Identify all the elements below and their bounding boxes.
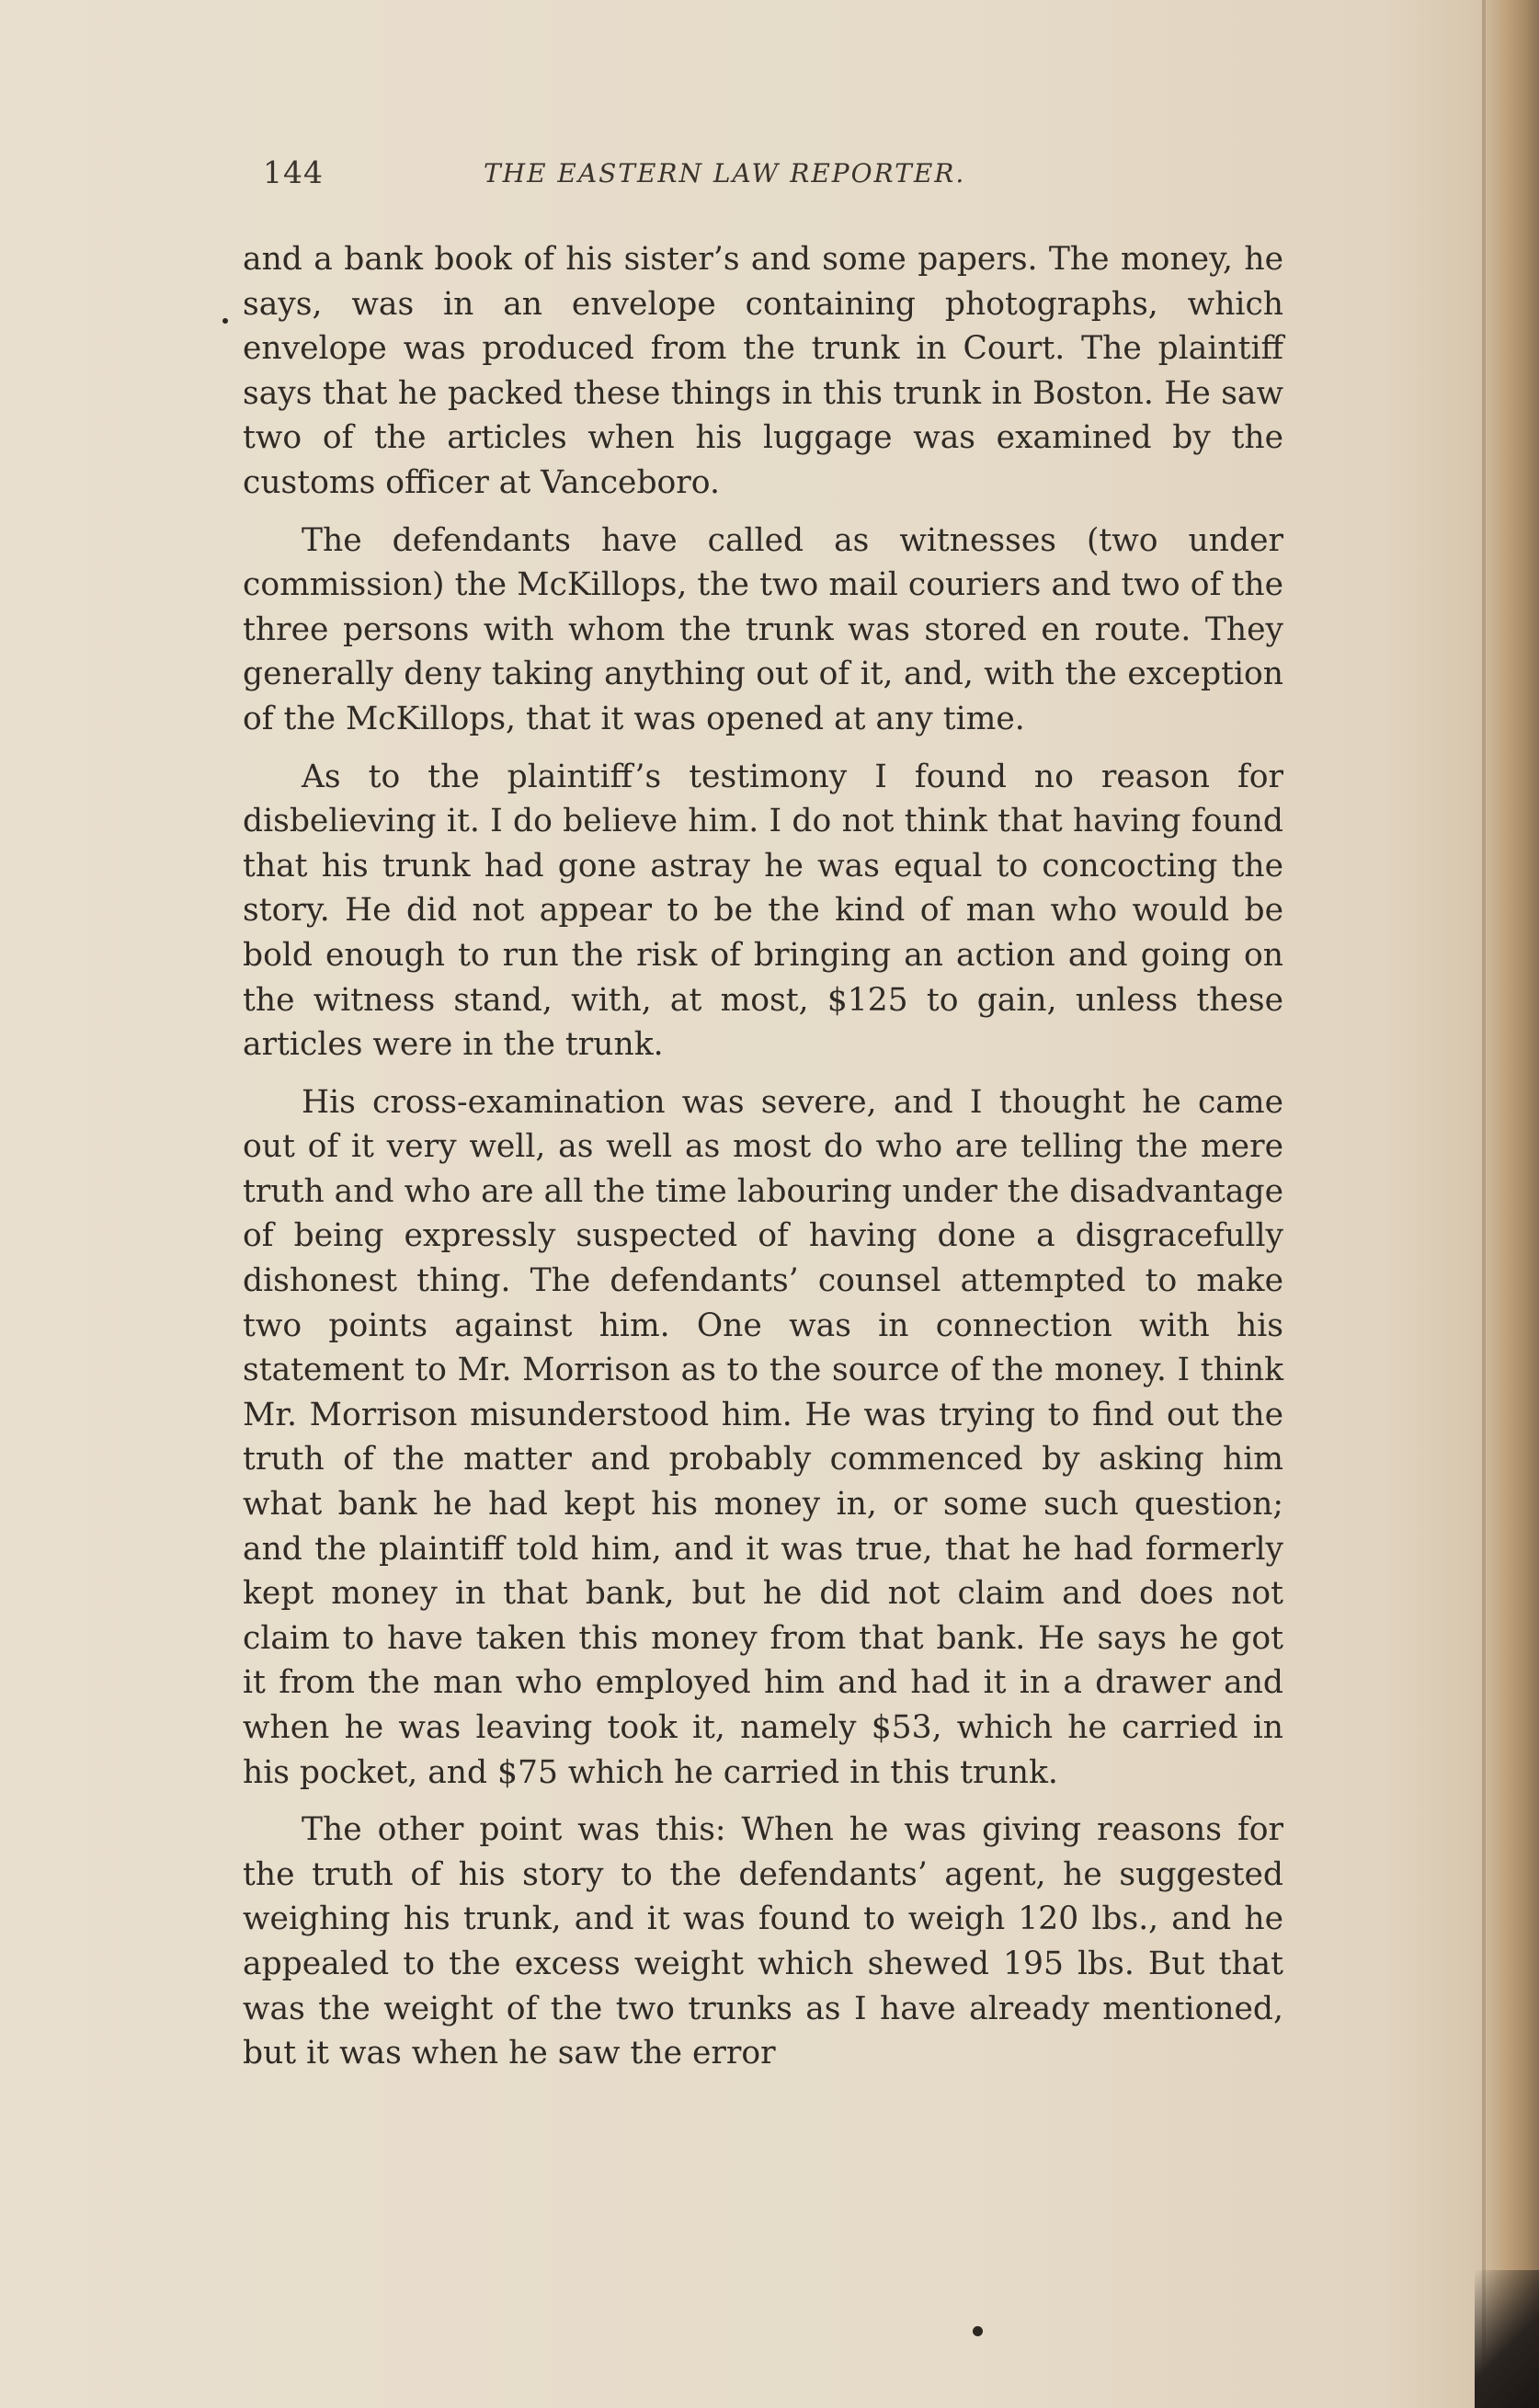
ink-speck (222, 318, 228, 324)
page-number: 144 (263, 154, 324, 190)
paragraph-1: and a bank book of his sister’s and some papers. The money, he says, was in an envelope containing photographs, which envelope was produced from the trunk in Court. The plaintiff says that he packed these things in this trunk in Boston. He saw two of the articles when his luggage was examined by the customs officer at Vanceboro. (243, 241, 1283, 501)
paragraph-4: His cross-examination was severe, and I thought he came out of it very well, as well as most do who are telling the mere truth and who are all the time labouring under the disadvantage of being expressly suspected of having done a disgracefully dishonest thing. The defendants’ counsel attempted to make two points against him. One was in connection with his statement to Mr. Morrison as to the source of the money. I think Mr. Morrison misunderstood him. He was trying to find out the truth of the matter and probably commenced by asking him what bank he had kept his money in, or some such question; and the plaintiff told him, and it was true, that he had formerly kept money in that bank, but he did not claim and does not claim to have taken this money from that bank. He says he got it from the man who employed him and had it in a drawer and when he was leaving took it, namely $53, which he carried in his pocket, and $75 which he carried in this trunk. (243, 1083, 1283, 1791)
page-header (263, 154, 1054, 210)
ink-speck (973, 2326, 983, 2336)
book-spine-edge (1486, 0, 1539, 2408)
paragraph-2: The defendants have called as witnesses (two under commission) the McKillops, the two mail couriers and two of the three persons with whom the trunk was stored en route. They generally deny taking anything out of it, and, with the exception of the McKillops, that it was opened at any time. (243, 521, 1283, 737)
page-corner-shadow (1475, 2270, 1539, 2408)
body-text (243, 237, 1283, 2089)
running-head: THE EASTERN LAW REPORTER. (484, 158, 966, 188)
paragraph-3: As to the plaintiff’s testimony I found no reason for disbelieving it. I do believe him. I do not think that having found that his trunk had gone astray he was equal to concocting the story. He did not appear to be the kind of man who would be bold enough to run the risk of bringing an action and going on the witness stand, with, at most, $125 to gain, unless these articles were in the trunk. (243, 758, 1283, 1064)
paragraph-5: The other point was this: When he was giving reasons for the truth of his story to the defendants’ agent, he suggested weighing his trunk, and it was found to weigh 120 lbs., and he appealed to the excess weight which shewed 195 lbs. But that was the weight of the two trunks as I have already mentioned, but it was when he saw the error (243, 1811, 1283, 2072)
